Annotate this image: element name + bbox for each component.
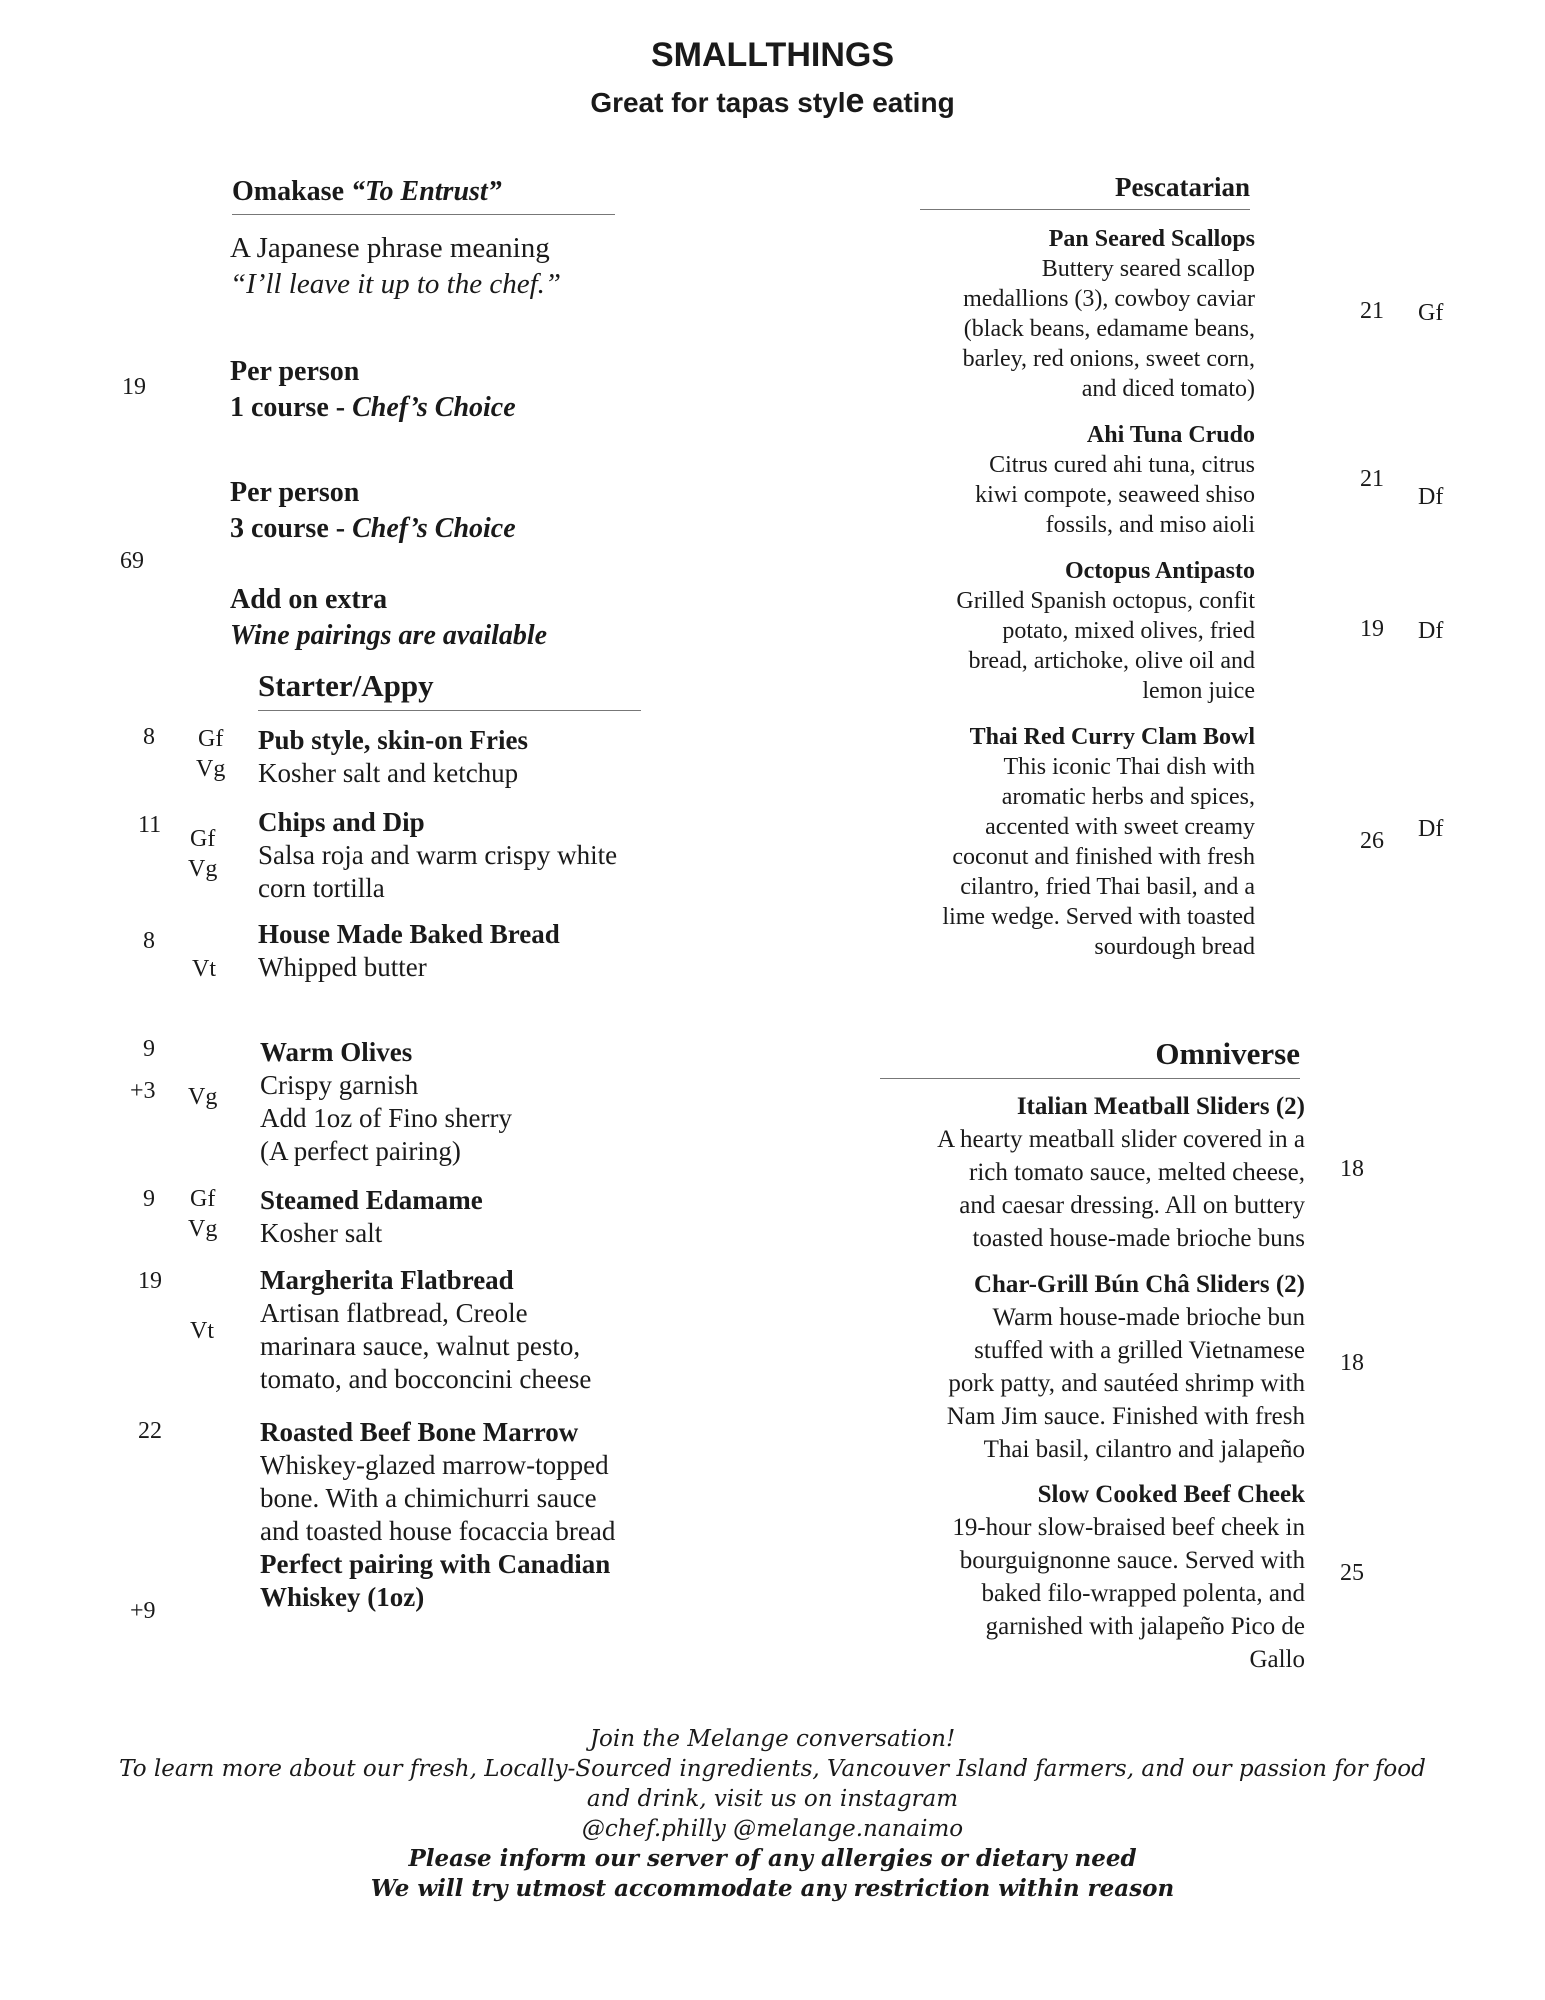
item-description: Warm house-made brioche bun <box>992 1304 1305 1331</box>
item-description: bread, artichoke, olive oil and <box>968 648 1255 674</box>
item-description: corn tortilla <box>258 873 385 903</box>
item-description: and diced tomato) <box>1081 376 1255 402</box>
dietary-tag: Gf <box>1418 300 1444 326</box>
item-description: Grilled Spanish octopus, confit <box>956 588 1255 614</box>
menu-item <box>258 724 678 790</box>
omakase-addon <box>230 582 547 654</box>
item-description: Kosher salt <box>260 1218 383 1248</box>
omakase-option-1 <box>230 354 516 426</box>
dietary-tag: Vt <box>190 1318 214 1344</box>
item-name: Italian Meatball Sliders (2) <box>1016 1093 1305 1120</box>
option-line <box>230 390 516 426</box>
item-name: Steamed Edamame <box>260 1185 483 1215</box>
item-pairing: Perfect pairing with Canadian <box>260 1549 611 1579</box>
item-price: 22 <box>138 1418 162 1444</box>
item-description: Nam Jim sauce. Finished with fresh <box>946 1403 1305 1430</box>
item-name: Char-Grill Bún Châ Sliders (2) <box>973 1271 1305 1298</box>
item-description: Citrus cured ahi tuna, citrus <box>989 452 1255 478</box>
pescatarian-heading: Pescatarian <box>920 172 1250 210</box>
page-title: SMALLTHINGS <box>650 36 894 74</box>
item-description: lemon juice <box>1142 678 1255 704</box>
item-description: pork patty, and sautéed shrimp with <box>948 1370 1305 1397</box>
item-name: Thai Red Curry Clam Bowl <box>969 724 1255 750</box>
item-name: Ahi Tuna Crudo <box>1086 422 1255 448</box>
option-line: Per person <box>230 356 360 387</box>
item-description: lime wedge. Served with toasted <box>942 904 1255 930</box>
menu-item <box>260 1264 680 1396</box>
item-description: accented with sweet creamy <box>985 814 1255 840</box>
omniverse-heading: Omniverse <box>880 1036 1300 1079</box>
item-price: 8 <box>143 928 155 954</box>
item-name: Roasted Beef Bone Marrow <box>260 1417 579 1447</box>
item-description: Artisan flatbread, Creole <box>260 1298 528 1328</box>
footer <box>0 1724 1545 1904</box>
footer-instagram: @chef.philly @melange.nanaimo <box>581 1816 964 1842</box>
menu-item <box>860 1268 1305 1466</box>
item-description: tomato, and bocconcini cheese <box>260 1364 592 1394</box>
item-description: Add 1oz of Fino sherry <box>260 1103 512 1133</box>
item-description: aromatic herbs and spices, <box>1001 784 1255 810</box>
item-extra-price: +3 <box>130 1078 156 1104</box>
dietary-tag: Vg <box>188 856 218 882</box>
addon-line: Wine pairings are available <box>230 620 548 651</box>
item-description: fossils, and miso aioli <box>1045 512 1255 538</box>
omakase-description <box>230 230 561 302</box>
item-price: 25 <box>1340 1560 1364 1586</box>
dietary-tag: Gf <box>190 826 216 852</box>
omakase-heading-italic: “To Entrust” <box>351 176 502 207</box>
item-description: stuffed with a grilled Vietnamese <box>974 1337 1305 1364</box>
item-price: 9 <box>143 1186 155 1212</box>
dietary-tag: Df <box>1418 816 1444 842</box>
item-price: 9 <box>143 1036 155 1062</box>
page-subtitle <box>0 82 1545 121</box>
item-description: Crispy garnish <box>260 1070 419 1100</box>
dietary-tag: Vt <box>192 956 216 982</box>
item-price: 8 <box>143 724 155 750</box>
item-description: Whipped butter <box>258 952 427 982</box>
dietary-tag: Vg <box>188 1216 218 1242</box>
menu-item <box>860 1478 1305 1676</box>
item-name: Margherita Flatbread <box>260 1265 514 1295</box>
menu-item <box>258 806 678 905</box>
omakase-heading <box>232 176 615 215</box>
item-description: rich tomato sauce, melted cheese, <box>969 1159 1305 1186</box>
omakase-heading-text: Omakase <box>232 176 351 207</box>
omakase-price-1: 19 <box>122 374 146 400</box>
dietary-tag: Gf <box>190 1186 216 1212</box>
item-description: cilantro, fried Thai basil, and a <box>960 874 1255 900</box>
item-price: 21 <box>1360 298 1384 324</box>
item-name: Chips and Dip <box>258 807 425 837</box>
omakase-desc-line: A Japanese phrase meaning <box>230 232 550 264</box>
footer-line: and drink, visit us on instagram <box>586 1786 959 1812</box>
menu-item <box>850 224 1255 404</box>
item-description: Whiskey-glazed marrow-topped <box>260 1450 609 1480</box>
menu-item <box>260 1416 680 1614</box>
option-italic: Chef’s Choice <box>352 392 516 423</box>
item-price: 21 <box>1360 466 1384 492</box>
item-name: Pub style, skin-on Fries <box>258 725 529 755</box>
starter-heading: Starter/Appy <box>258 668 641 711</box>
addon-line: Add on extra <box>230 584 388 615</box>
item-description: marinara sauce, walnut pesto, <box>260 1331 581 1361</box>
omakase-option-2 <box>230 475 516 547</box>
subtitle-text: Great for tapas styl <box>590 87 846 118</box>
dietary-tag: Df <box>1418 484 1444 510</box>
subtitle-text-end: eating <box>864 87 955 118</box>
item-description: (A perfect pairing) <box>260 1136 461 1166</box>
item-description: and caesar dressing. All on buttery <box>959 1192 1305 1219</box>
item-price: 18 <box>1340 1156 1364 1182</box>
omakase-desc-line: “I’ll leave it up to the chef.” <box>230 268 562 300</box>
menu-item <box>260 1184 680 1250</box>
menu-item <box>850 722 1255 962</box>
dietary-tag: Gf <box>198 726 224 752</box>
item-description: Buttery seared scallop <box>1041 256 1255 282</box>
item-name: Pan Seared Scallops <box>1048 226 1255 252</box>
option-line <box>230 511 516 547</box>
item-description: bone. With a chimichurri sauce <box>260 1483 597 1513</box>
item-description: baked filo-wrapped polenta, and <box>981 1580 1305 1607</box>
option-line: Per person <box>230 477 360 508</box>
omakase-price-2: 69 <box>120 548 144 574</box>
item-description: barley, red onions, sweet corn, <box>962 346 1255 372</box>
menu-item <box>260 1036 680 1168</box>
item-pairing: Whiskey (1oz) <box>260 1582 425 1612</box>
item-name: House Made Baked Bread <box>258 919 560 949</box>
item-extra-price: +9 <box>130 1598 156 1624</box>
menu-item <box>850 420 1255 540</box>
item-description: medallions (3), cowboy caviar <box>963 286 1255 312</box>
item-description: sourdough bread <box>1094 934 1255 960</box>
footer-line: To learn more about our fresh, Locally-Sourced ingredients, Vancouver Island farmers, and our passion for food <box>119 1756 1426 1782</box>
item-name: Warm Olives <box>260 1037 413 1067</box>
item-description: coconut and finished with fresh <box>952 844 1255 870</box>
item-description: (black beans, edamame beans, <box>963 316 1255 342</box>
item-description: Salsa roja and warm crispy white <box>258 840 618 870</box>
footer-allergy-note: Please inform our server of any allergies or dietary need <box>408 1845 1137 1872</box>
item-price: 19 <box>138 1268 162 1294</box>
item-price: 19 <box>1360 616 1384 642</box>
item-description: Gallo <box>1249 1646 1305 1673</box>
item-name: Slow Cooked Beef Cheek <box>1037 1481 1305 1508</box>
footer-line: Join the Melange conversation! <box>589 1726 956 1752</box>
item-description: Thai basil, cilantro and jalapeño <box>983 1436 1305 1463</box>
dietary-tag: Vg <box>196 756 226 782</box>
item-description: toasted house-made brioche buns <box>972 1225 1305 1252</box>
dietary-tag: Df <box>1418 618 1444 644</box>
dietary-tag: Vg <box>188 1084 218 1110</box>
item-description: and toasted house focaccia bread <box>260 1516 616 1546</box>
item-name: Octopus Antipasto <box>1064 558 1255 584</box>
item-description: A hearty meatball slider covered in a <box>937 1126 1305 1153</box>
item-description: potato, mixed olives, fried <box>1002 618 1255 644</box>
option-text: 1 course - <box>230 392 353 423</box>
option-text: 3 course - <box>230 513 353 544</box>
item-description: kiwi compote, seaweed shiso <box>975 482 1255 508</box>
option-italic: Chef’s Choice <box>352 513 516 544</box>
item-description: This iconic Thai dish with <box>1003 754 1255 780</box>
item-description: bourguignonne sauce. Served with <box>959 1547 1305 1574</box>
menu-item <box>860 1090 1305 1255</box>
item-price: 11 <box>138 812 162 838</box>
item-price: 18 <box>1340 1350 1364 1376</box>
menu-item <box>258 918 678 984</box>
item-description: Kosher salt and ketchup <box>258 758 519 788</box>
item-price: 26 <box>1360 828 1384 854</box>
menu-item <box>850 556 1255 706</box>
footer-accommodate-note: We will try utmost accommodate any restriction within reason <box>370 1875 1175 1902</box>
subtitle-text-e: e <box>845 82 865 120</box>
item-description: 19-hour slow-braised beef cheek in <box>952 1514 1305 1541</box>
item-description: garnished with jalapeño Pico de <box>985 1613 1305 1640</box>
